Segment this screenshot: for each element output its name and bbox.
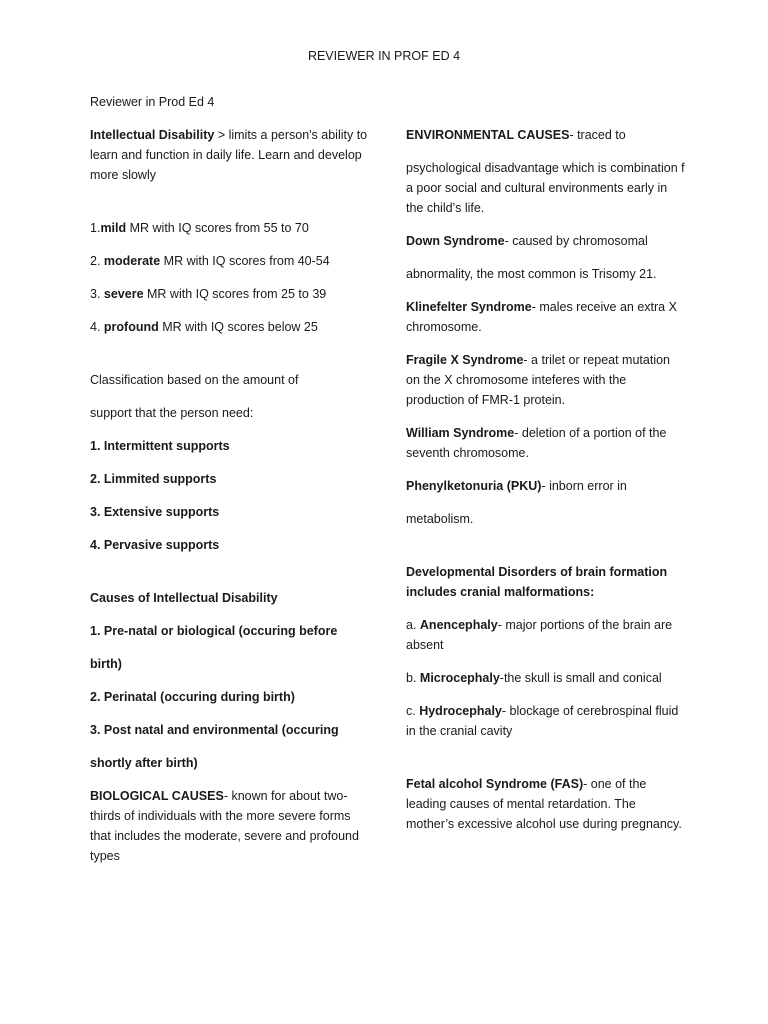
level-severe — [90, 284, 368, 304]
document-title: REVIEWER IN PROF ED 4 — [307, 49, 461, 63]
level-prefix: 4. — [90, 320, 104, 334]
support-item: 3. Extensive supports — [90, 505, 220, 519]
developmental-disorders-heading: Developmental Disorders of brain formation includes cranial malformations: — [406, 565, 668, 599]
down-syndrome-cont: abnormality, the most common is Trisomy 21. — [406, 267, 657, 281]
environmental-causes-cont: psychological disadvantage which is combination f a poor social and cultural environments early in the child’s life. — [406, 161, 685, 215]
item-prefix: a. — [406, 618, 420, 632]
level-text: MR with IQ scores from 25 to 39 — [143, 287, 327, 301]
definition-text: - inborn error in — [541, 479, 627, 493]
level-term: mild — [100, 221, 127, 235]
left-column — [90, 92, 368, 879]
support-item: 1. Intermittent supports — [90, 439, 230, 453]
down-syndrome — [406, 231, 686, 251]
term: BIOLOGICAL CAUSES — [90, 789, 224, 803]
term: William Syndrome — [406, 426, 515, 440]
term: Microcephaly — [419, 671, 500, 685]
cause-item: 2. Perinatal (occuring during birth) — [90, 690, 295, 704]
cause-item: 1. Pre-natal or biological (occuring before — [90, 624, 338, 638]
definition-text: - one of the leading causes of mental retardation. The mother’s excessive alcohol use during pregnancy. — [406, 777, 682, 831]
term: Fetal alcohol Syndrome (FAS) — [406, 777, 584, 791]
definition-text: - traced to — [569, 128, 626, 142]
definition-text: - caused by chromosomal — [504, 234, 648, 248]
level-prefix: 1. — [90, 221, 101, 235]
item-prefix: b. — [406, 671, 420, 685]
definition-text: - major portions of the brain are absent — [406, 618, 673, 652]
hydrocephaly — [406, 701, 686, 741]
support-item: 4. Pervasive supports — [90, 538, 220, 552]
cause-item: shortly after birth) — [90, 756, 198, 770]
term: Down Syndrome — [406, 234, 505, 248]
level-profound — [90, 317, 368, 337]
level-text: MR with IQ scores from 40-54 — [160, 254, 330, 268]
level-mild — [90, 218, 368, 238]
term: ENVIRONMENTAL CAUSES — [406, 128, 570, 142]
term: Klinefelter Syndrome — [406, 300, 532, 314]
fragile-x-syndrome — [406, 350, 686, 410]
anencephaly — [406, 615, 686, 655]
intellectual-disability-definition — [90, 125, 368, 185]
william-syndrome — [406, 423, 686, 463]
cause-item: birth) — [90, 657, 122, 671]
level-term: moderate — [103, 254, 161, 268]
microcephaly — [406, 668, 686, 688]
support-item: 2. Limmited supports — [90, 472, 217, 486]
level-prefix: 2. — [90, 254, 104, 268]
term: Phenylketonuria (PKU) — [406, 479, 542, 493]
classification-line-2: support that the person need: — [90, 406, 254, 420]
fetal-alcohol-syndrome — [406, 774, 686, 834]
item-prefix: c. — [406, 704, 420, 718]
definition-text: -the skull is small and conical — [499, 671, 662, 685]
causes-heading: Causes of Intellectual Disability — [90, 591, 278, 605]
definition-text: - males receive an extra X chromosome. — [406, 300, 677, 334]
right-column — [406, 125, 686, 847]
klinefelter-syndrome — [406, 297, 686, 337]
level-text: MR with IQ scores below 25 — [158, 320, 318, 334]
level-term: severe — [103, 287, 144, 301]
term: Anencephaly — [419, 618, 498, 632]
pku — [406, 476, 686, 496]
level-prefix: 3. — [90, 287, 104, 301]
definition-text: - deletion of a portion of the seventh chromosome. — [406, 426, 667, 460]
term: Intellectual Disability — [90, 128, 215, 142]
definition-text: - known for about two-thirds of individuals with the more severe forms that includes the moderate, severe and profound types — [90, 789, 359, 863]
level-moderate — [90, 251, 368, 271]
term: Hydrocephaly — [419, 704, 502, 718]
level-text: MR with IQ scores from 55 to 70 — [126, 221, 309, 235]
definition-text: > limits a person's ability to learn and function in daily life. Learn and develop more slowly — [90, 128, 368, 182]
biological-causes — [90, 786, 368, 866]
definition-text: - blockage of cerebrospinal fluid in the cranial cavity — [406, 704, 679, 738]
pku-cont: metabolism. — [406, 512, 474, 526]
level-term: profound — [103, 320, 159, 334]
cause-item: 3. Post natal and environmental (occuring — [90, 723, 339, 737]
definition-text: - a trilet or repeat mutation on the X chromosome inteferes with the production of FMR-1 protein. — [406, 353, 671, 407]
subtitle: Reviewer in Prod Ed 4 — [90, 95, 215, 109]
classification-line-1: Classification based on the amount of — [90, 373, 299, 387]
term: Fragile X Syndrome — [406, 353, 524, 367]
environmental-causes — [406, 125, 686, 145]
